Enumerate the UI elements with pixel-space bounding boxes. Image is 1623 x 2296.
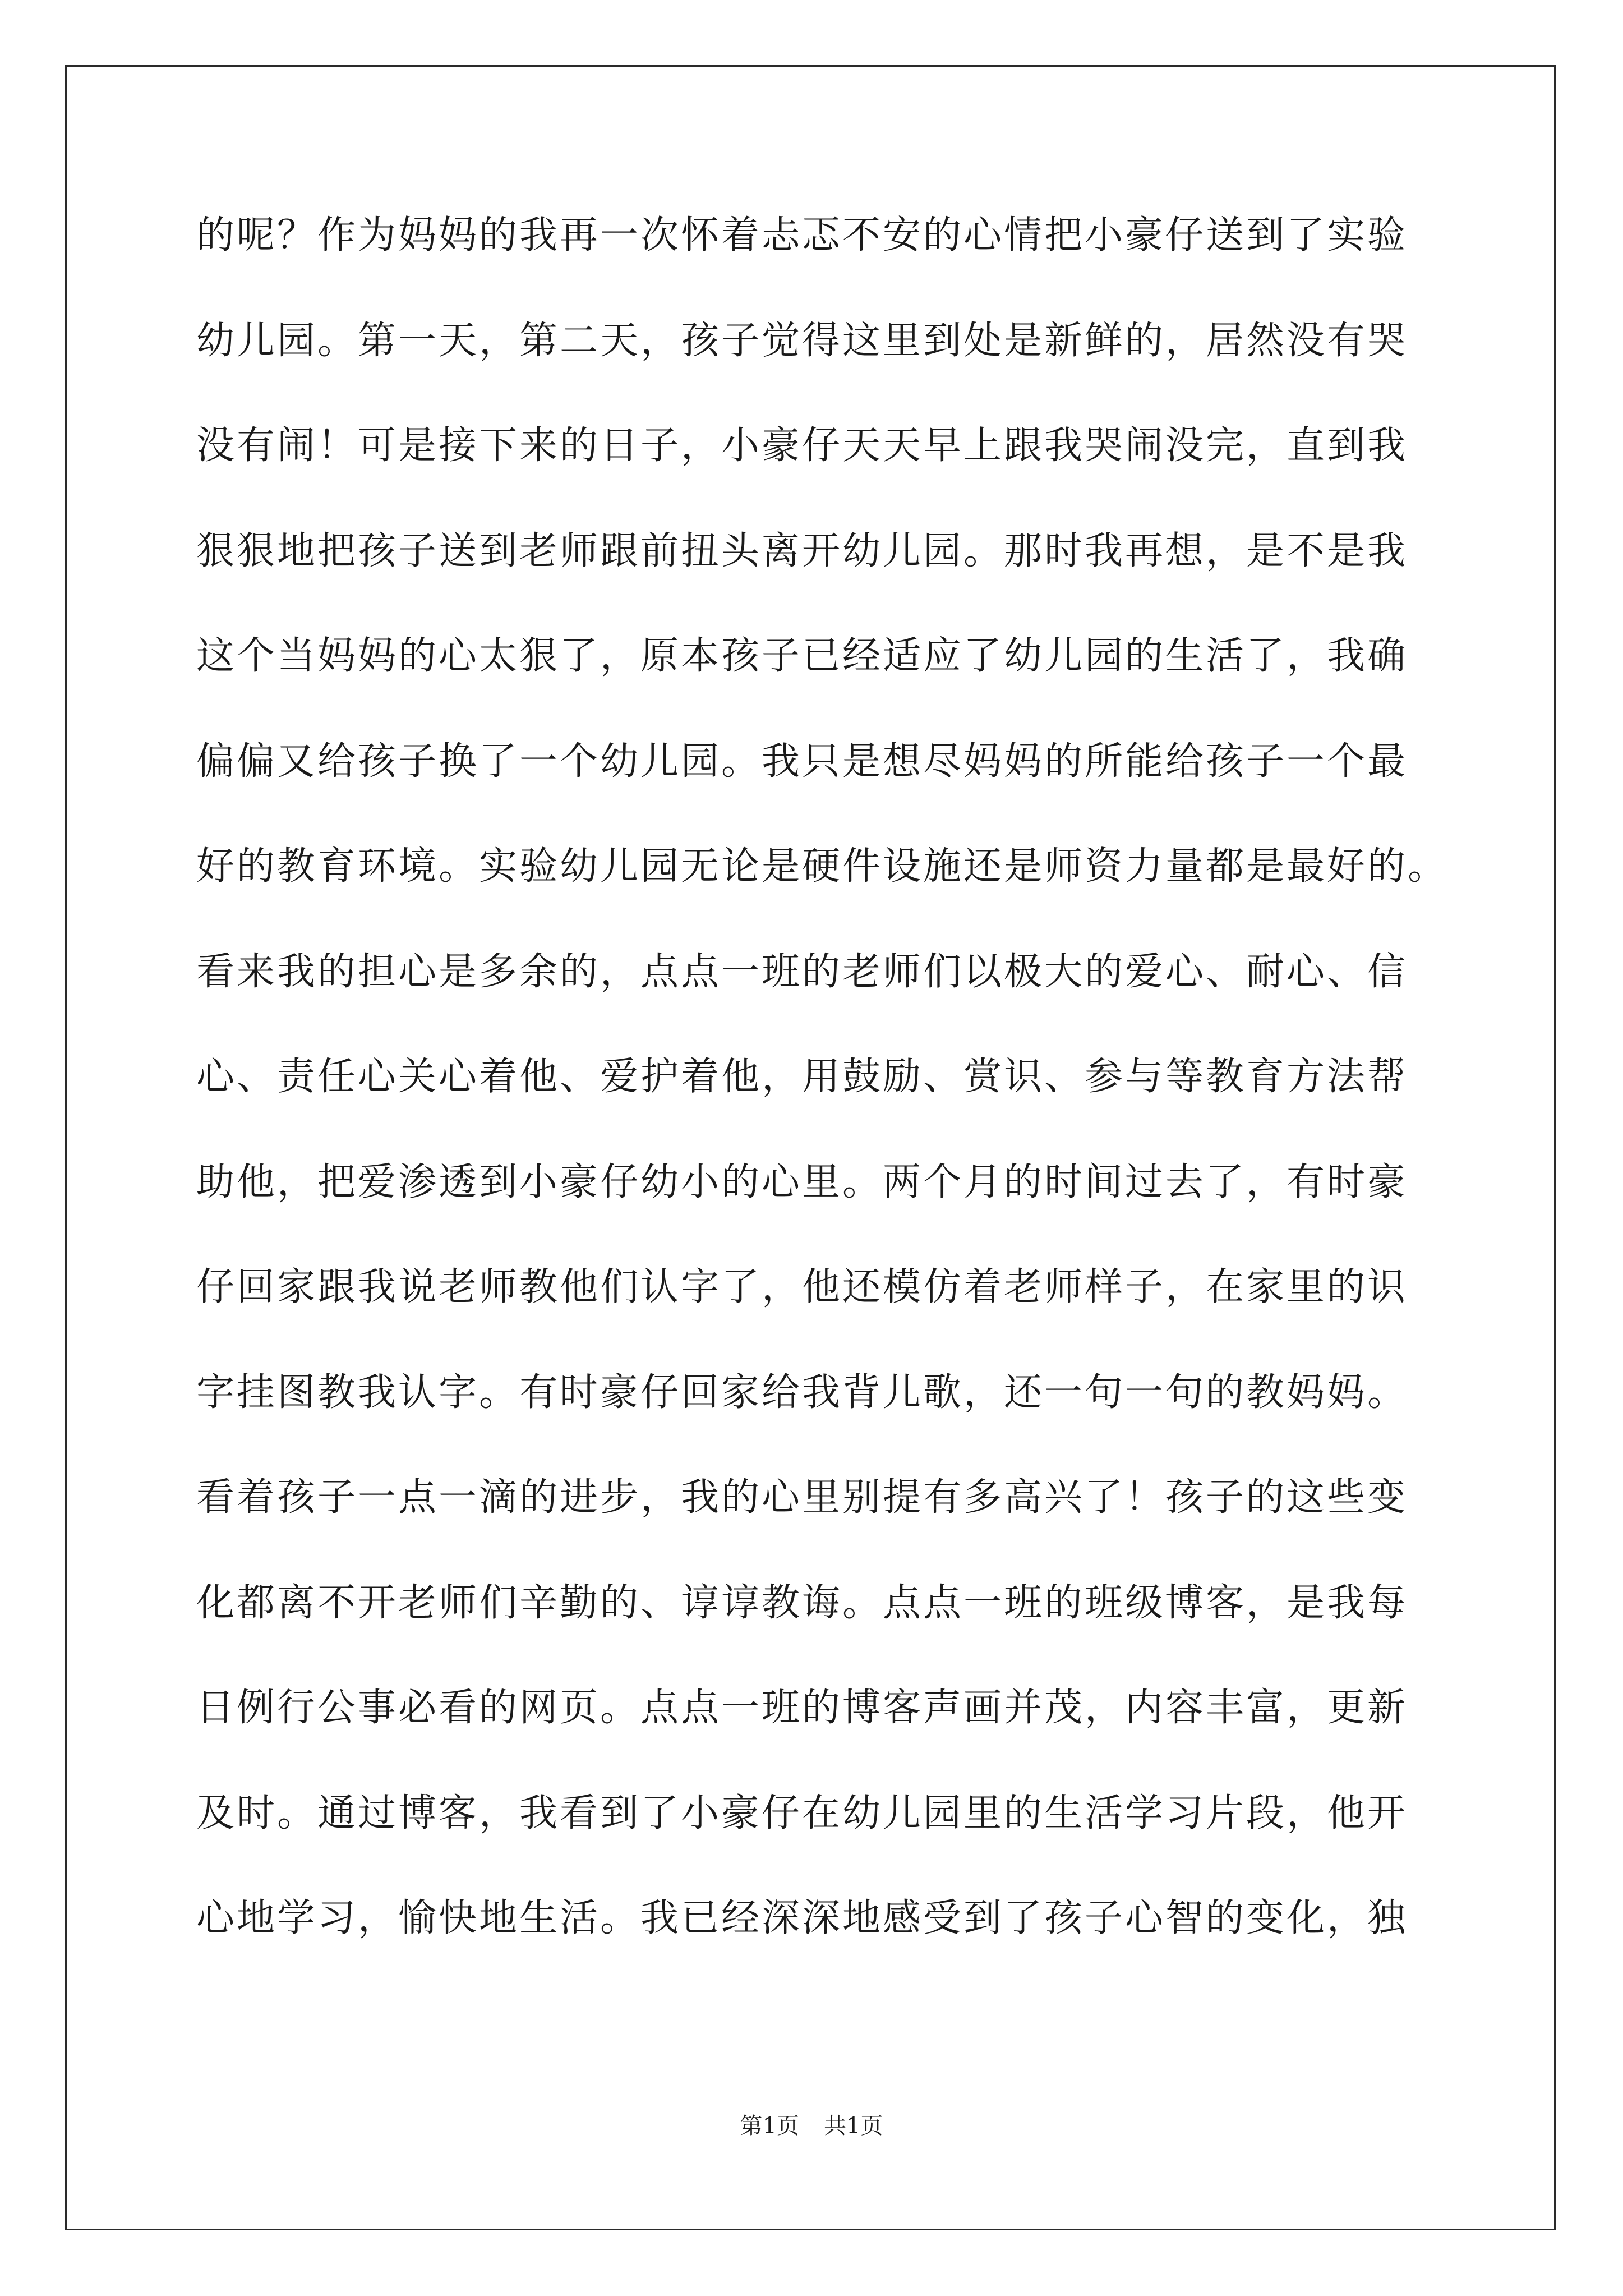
text-line: 心、责任心关心着他、爱护着他，用鼓励、赏识、参与等教育方法帮: [196, 1055, 1408, 1099]
text-line: 幼儿园。第一天，第二天，孩子觉得这里到处是新鲜的，居然没有哭: [196, 318, 1408, 363]
document-body: [196, 213, 1449, 2004]
text-line: 看着孩子一点一滴的进步，我的心里别提有多高兴了！孩子的这些变: [196, 1475, 1408, 1520]
text-line: 化都离不开老师们辛勤的、谆谆教诲。点点一班的班级博客，是我每: [196, 1580, 1408, 1625]
text-line: 心地学习，愉快地生活。我已经深深地感受到了孩子心智的变化，独: [196, 1896, 1408, 1940]
text-line: 偏偏又给孩子换了一个幼儿园。我只是想尽妈妈的所能给孩子一个最: [196, 739, 1408, 784]
text-line: 的呢？作为妈妈的我再一次怀着忐忑不安的心情把小豪仔送到了实验: [196, 213, 1408, 257]
text-line: 看来我的担心是多余的，点点一班的老师们以极大的爱心、耐心、信: [196, 949, 1408, 994]
text-line: 日例行公事必看的网页。点点一班的博客声画并茂，内容丰富，更新: [196, 1686, 1408, 1730]
page-number: 第1页: [740, 2113, 799, 2139]
text-line: 这个当妈妈的心太狠了，原本孩子已经适应了幼儿园的生活了，我确: [196, 634, 1408, 678]
page-total: 共1页: [824, 2113, 883, 2139]
text-line: 字挂图教我认字。有时豪仔回家给我背儿歌，还一句一句的教妈妈。: [196, 1370, 1408, 1415]
text-line: 好的教育环境。实验幼儿园无论是硬件设施还是师资力量都是最好的。: [196, 844, 1449, 889]
text-line: 及时。通过博客，我看到了小豪仔在幼儿园里的生活学习片段，他开: [196, 1791, 1408, 1835]
text-line: 没有闹！可是接下来的日子，小豪仔天天早上跟我哭闹没完，直到我: [196, 424, 1408, 468]
text-line: 助他，把爱渗透到小豪仔幼小的心里。两个月的时间过去了，有时豪: [196, 1159, 1408, 1204]
page-footer: [0, 2112, 1623, 2140]
text-line: 仔回家跟我说老师教他们认字了，他还模仿着老师样子，在家里的识: [196, 1265, 1408, 1309]
text-line: 狠狠地把孩子送到老师跟前扭头离开幼儿园。那时我再想，是不是我: [196, 528, 1408, 573]
